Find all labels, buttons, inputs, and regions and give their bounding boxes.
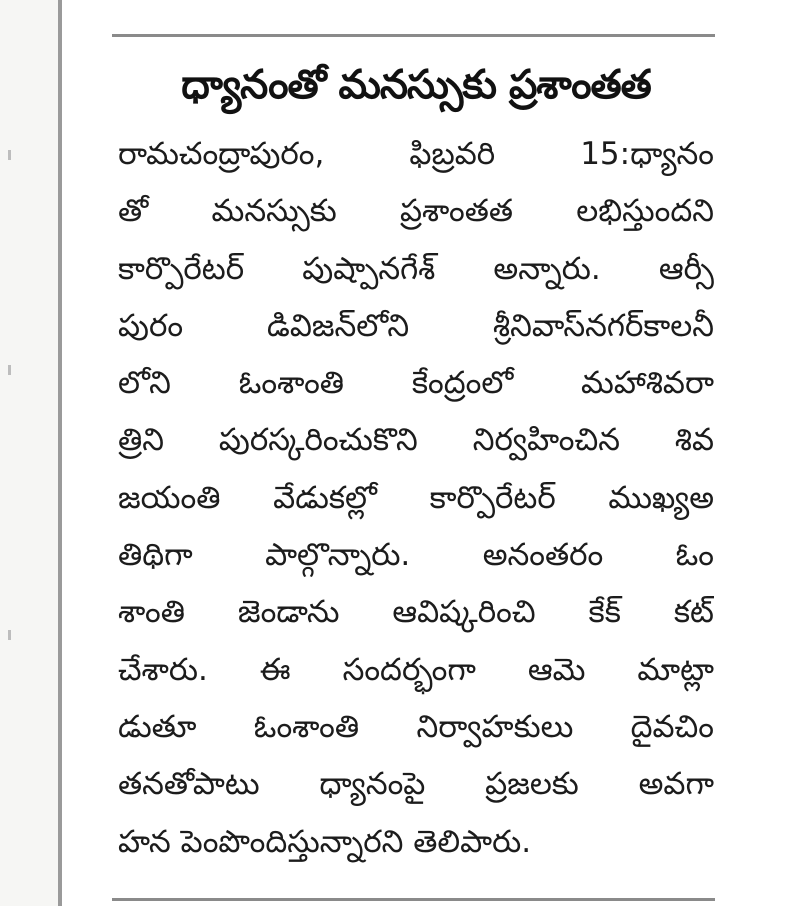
- margin-mark: [8, 150, 11, 160]
- article-line: డుతూ ఓంశాంతి నిర్వాహకులు దైవచిం: [118, 708, 714, 745]
- article-bottom-rule: [112, 898, 715, 901]
- article-line: త్రిని పురస్కరించుకొని నిర్వహించిన శివ: [118, 422, 714, 459]
- article-line: కార్పొరేటర్ పుష్పానగేశ్ అన్నారు. ఆర్సీ: [118, 250, 714, 287]
- article-line: శాంతి జెండాను ఆవిష్కరించి కేక్ కట్: [118, 594, 714, 631]
- article-line: పురం డివిజన్‌లోని శ్రీనివాస్‌నగర్‌కాలనీ: [118, 307, 714, 344]
- article-line: రామచంద్రాపురం, ఫిబ్రవరి 15:ధ్యానం: [118, 136, 714, 172]
- article-line: తో మనస్సుకు ప్రశాంతత లభిస్తుందని: [118, 193, 714, 230]
- article-line: చేశారు. ఈ సందర్భంగా ఆమె మాట్లా: [118, 651, 714, 688]
- margin-mark: [8, 365, 11, 375]
- article-line: తిథిగా పాల్గొన్నారు. అనంతరం ఓం: [118, 537, 714, 574]
- page-margin: [0, 0, 58, 906]
- news-article: [118, 52, 714, 871]
- article-top-rule: [112, 34, 715, 37]
- article-line: తనతోపాటు ధ్యానంపై ప్రజలకు అవగా: [118, 766, 714, 803]
- article-line: జయంతి వేడుకల్లో కార్పొరేటర్ ముఖ్యఅ: [118, 479, 714, 516]
- article-line: హన పెంపొందిస్తున్నారని తెలిపారు.: [118, 823, 532, 860]
- article-body: [118, 126, 714, 871]
- article-headline: ధ్యానంతో మనస్సుకు ప్రశాంతత: [181, 62, 651, 108]
- margin-mark: [8, 630, 11, 640]
- column-divider: [58, 0, 62, 906]
- article-line: లోని ఓంశాంతి కేంద్రంలో మహాశివరా: [118, 365, 714, 402]
